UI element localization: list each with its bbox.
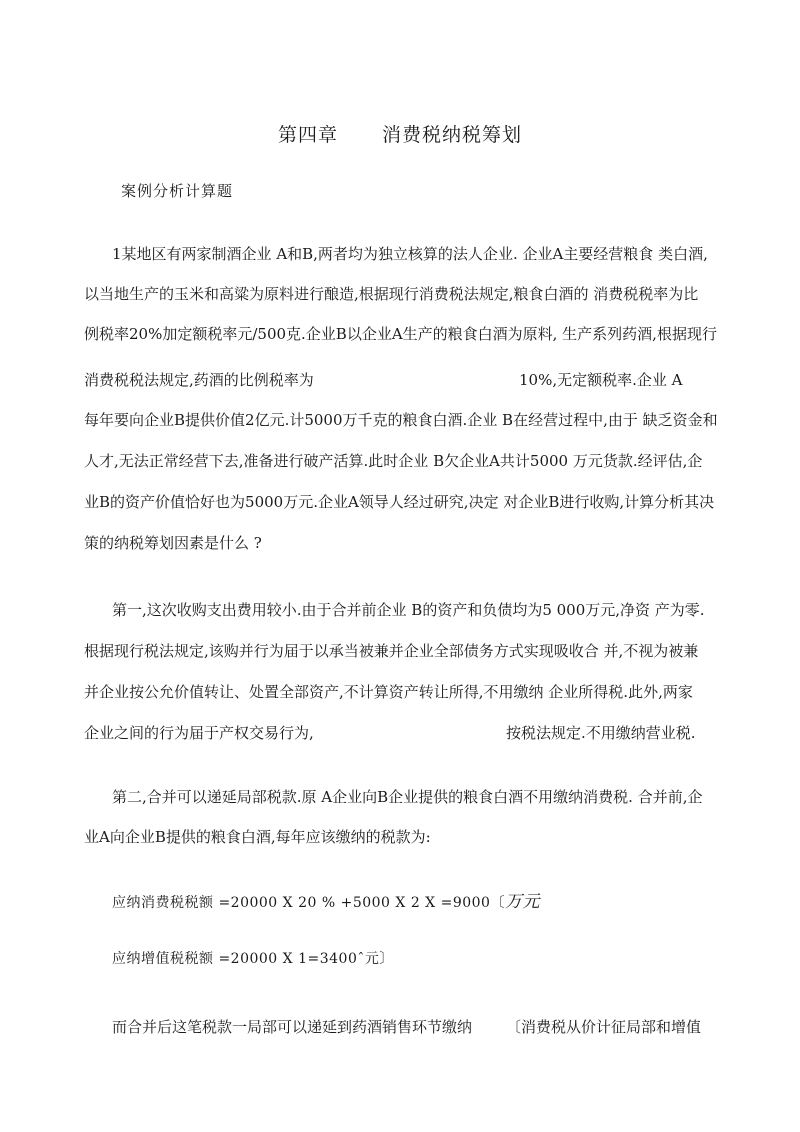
p4-line-1: 而合并后这笔税款一局部可以递延到药酒销售环节缴纳 [112,1018,473,1036]
p1-line-1: 1某地区有两家制酒企业 A和B,两者均为独立核算的法人企业. 企业A主要经营粮食 类白酒, [112,245,708,263]
section-subtitle: 案例分析计算题 [121,182,234,200]
p3-line-2: 业A向企业B提供的粮食白酒,每年应该缴纳的税款为: [84,828,431,846]
p3-line-1: 第二,合并可以递延局部税款.原 A企业向B企业提供的粮食白酒不用缴纳消费税. 合并前,企 [112,788,703,806]
p2-line-1: 第一,这次收购支出费用较小.由于合并前企业 B的资产和负债均为5 000万元,净资 产为零. [112,601,705,619]
chapter-title [0,120,800,147]
p1-line-5: 每年要向企业B提供价值2亿元.计5000万千克的粮食白酒.企业 B在经营过程中,由于 缺乏资金和 [84,411,718,429]
p1-line-7: 业B的资产价值恰好也为5000万元.企业A领导人经过研究,决定 对企业B进行收购,计算分析其决 [84,493,715,511]
p1-line-8: 策的纳税筹划因素是什么 ? [84,534,262,552]
p2-line-3: 并企业按公允价值转让、处置全部资产,不计算资产转让所得,不用缴纳 企业所得税.此外,两家 [84,683,693,701]
vat-formula: 应纳增值税税额 =20000 X 1=3400ˆ元〕 [112,951,394,967]
p2-line-2: 根据现行税法规定,该购并行为届于以承当被兼并企业全部债务方式实现吸收合 并,不视为被兼 [84,642,699,660]
p4-line-1-right: 〔消费税从价计征局部和增值 [506,1018,702,1036]
consumption-tax-unit: 万元 [504,892,540,912]
p1-line-3: 例税率20%加定额税率元/500克.企业B以企业A生产的粮食白酒为原料, 生产系列药酒,根据现行 [84,325,717,343]
p1-line-4-right: 10%,无定额税率.企业 A [519,371,683,389]
consumption-tax-expression: 应纳消费税税额 =20000 X 20 % +5000 X 2 X =9000〔 [112,895,505,911]
consumption-tax-formula [112,887,724,912]
chapter-number: 第四章 [277,124,338,146]
p1-line-4: 消费税税法规定,药酒的比例税率为 [84,371,314,389]
p2-line-4: 企业之间的行为届于产权交易行为, [84,724,314,742]
p1-line-6: 人才,无法正常经营下去,准备进行破产活算.此时企业 B欠企业A共计5000 万元货款.经评估,企 [84,452,703,470]
p1-line-2: 以当地生产的玉米和高粱为原料进行酿造,根据现行消费税法规定,粮食白酒的 消费税税率为比 [84,285,699,303]
p2-line-4-right: 按税法规定.不用缴纳营业税. [506,724,696,742]
chapter-name: 消费税纳税筹划 [382,124,523,146]
